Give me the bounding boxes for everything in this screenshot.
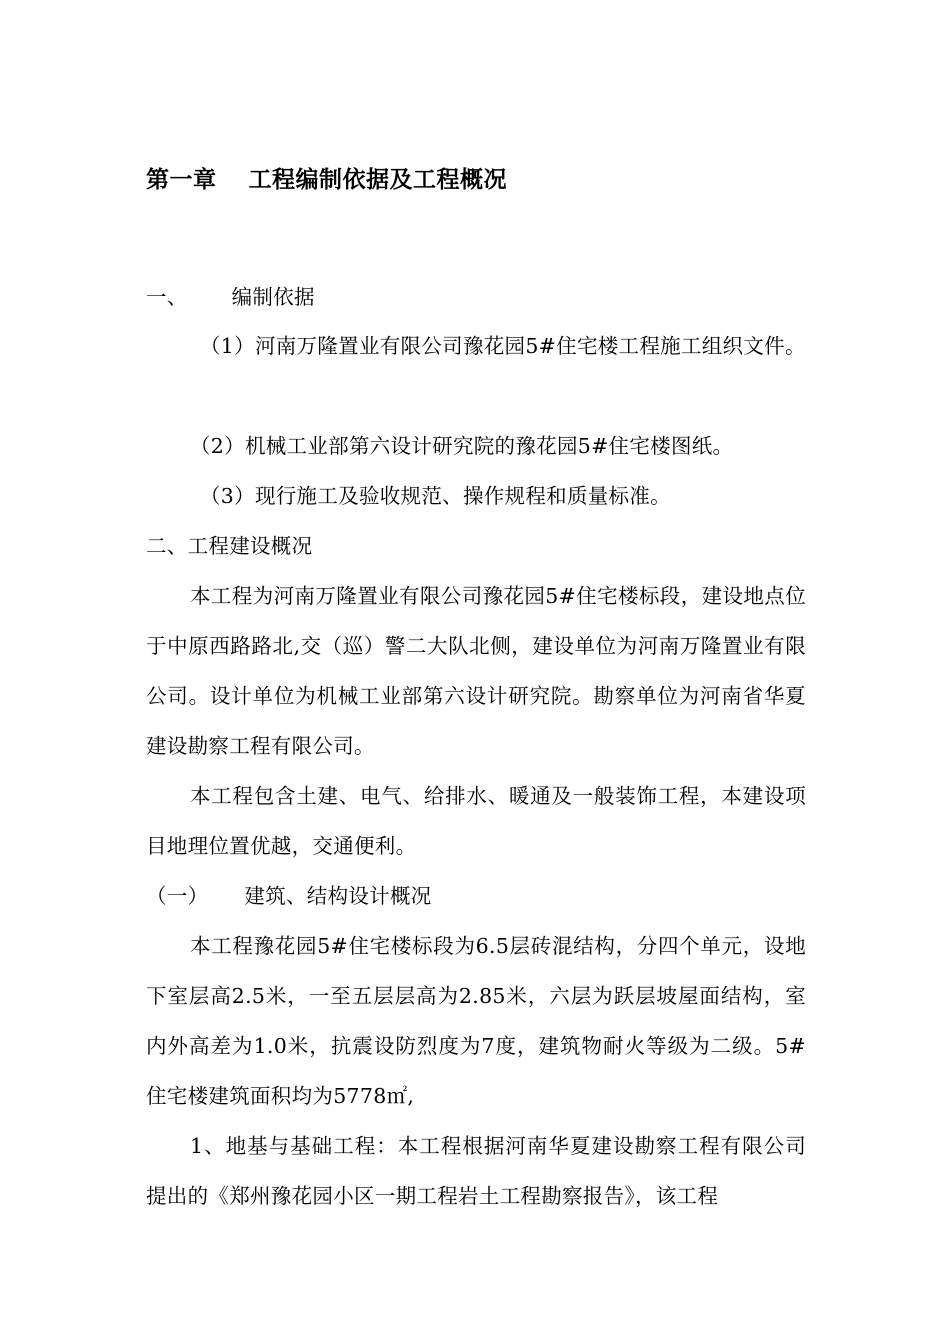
section-heading-basis	[146, 272, 806, 322]
overview-paragraph-1: 本工程为河南万隆置业有限公司豫花园5#住宅楼标段，建设地点位于中原西路路北,交（巡）警二大队北侧，建设单位为河南万隆置业有限公司。设计单位为机械工业部第六设计研究院。勘察单位为河南省华夏建设勘察工程有限公司。	[146, 584, 806, 758]
section-number: 一、	[146, 285, 188, 309]
section-heading-overview: 二、工程建设概况	[146, 534, 313, 558]
basis-item-1: （1）河南万隆置业有限公司豫花园5#住宅楼工程施工组织文件。	[200, 334, 806, 358]
subsection-number: （一）	[146, 884, 209, 908]
overview-paragraph-2: 本工程包含土建、电气、给排水、暖通及一般装饰工程，本建设项目地理位置优越，交通便利。	[146, 784, 806, 858]
design-paragraph-2: 1、地基与基础工程：本工程根据河南华夏建设勘察工程有限公司提出的《郑州豫花园小区一期工程岩土工程勘察报告》，该工程	[146, 1134, 806, 1208]
section-title: 编制依据	[231, 285, 315, 309]
subsection-heading-design	[146, 871, 806, 921]
basis-item-3: （3）现行施工及验收规范、操作规程和质量标准。	[200, 484, 671, 508]
basis-item-2: （2）机械工业部第六设计研究院的豫花园5#住宅楼图纸。	[190, 434, 734, 458]
chapter-title: 第一章 工程编制依据及工程概况	[146, 167, 508, 193]
subsection-title: 建筑、结构设计概况	[244, 884, 432, 908]
design-paragraph-1: 本工程豫花园5#住宅楼标段为6.5层砖混结构，分四个单元，设地下室层高2.5米，一至五层层高为2.85米，六层为跃层坡屋面结构，室内外高差为1.0米，抗震设防烈度为7度，建筑物耐火等级为二级。5#住宅楼建筑面积均为5778㎡,	[146, 934, 806, 1108]
